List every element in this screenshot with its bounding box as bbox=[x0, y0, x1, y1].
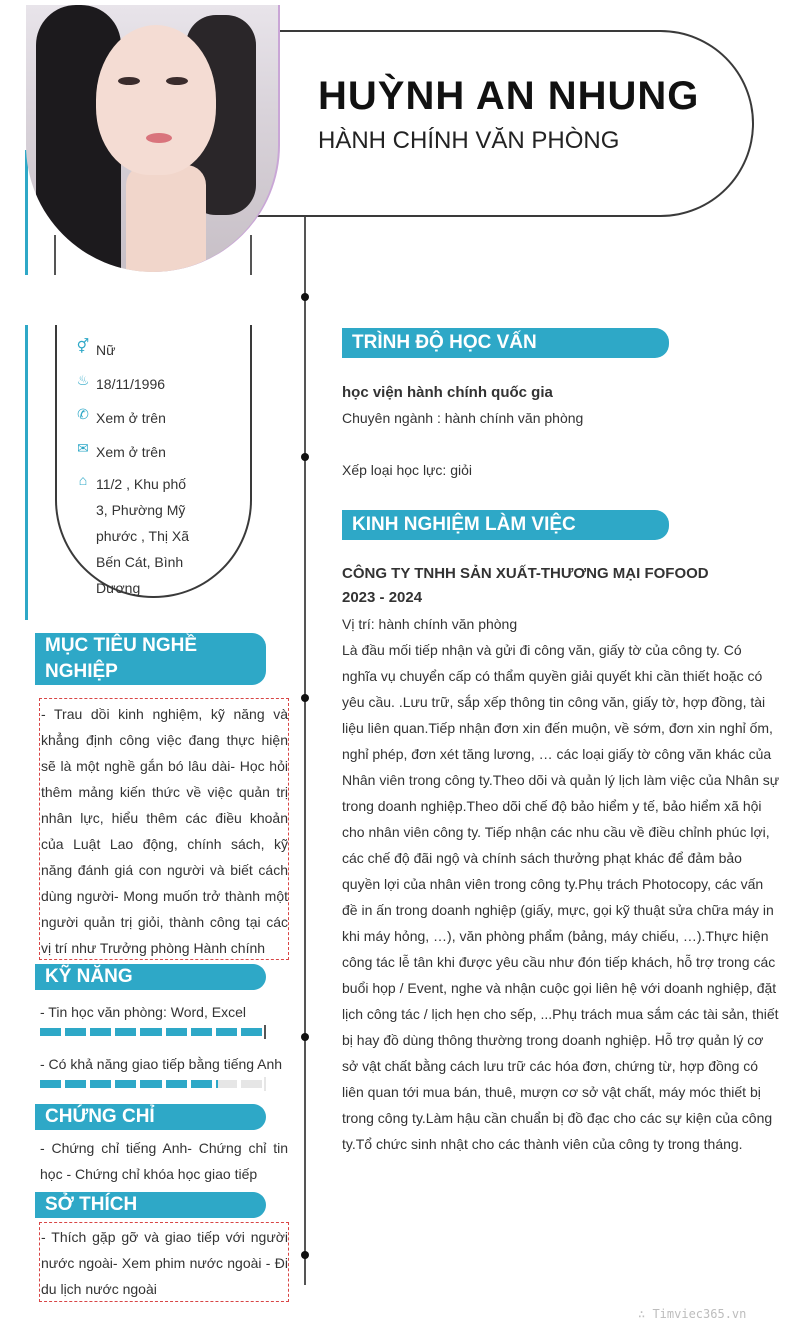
skill-bar-segment bbox=[140, 1028, 161, 1036]
skill-bar-end bbox=[264, 1077, 266, 1091]
profile-photo bbox=[26, 5, 280, 272]
objective-title: MỤC TIÊU NGHỀ NGHIỆP bbox=[35, 633, 266, 685]
certificates-text: - Chứng chỉ tiếng Anh- Chứng chỉ tin học - Chứng chỉ khóa học giao tiếp bbox=[40, 1140, 288, 1182]
accent-line bbox=[25, 325, 28, 620]
contact-text: Nữ bbox=[96, 342, 116, 358]
experience-position: Vị trí: hành chính văn phòng bbox=[342, 616, 518, 632]
contact-text: Xem ở trên bbox=[96, 410, 166, 426]
brand-watermark: ∴ Timviec365.vn bbox=[638, 1307, 747, 1321]
job-title: HÀNH CHÍNH VĂN PHÒNG bbox=[318, 127, 620, 154]
objective-box bbox=[39, 698, 289, 960]
contact-text: Xem ở trên bbox=[96, 444, 166, 460]
skill-bar-segment bbox=[65, 1028, 86, 1036]
skill-bar-segment bbox=[65, 1080, 86, 1088]
divider bbox=[54, 235, 56, 275]
header-frame bbox=[232, 30, 754, 217]
skill-bar-segment bbox=[40, 1080, 61, 1088]
hobbies-text: - Thích gặp gỡ và giao tiếp với người nước ngoài- Xem phim nước ngoài - Đi du lịch nước ngoài bbox=[41, 1229, 288, 1297]
skill-bar-segment bbox=[90, 1028, 111, 1036]
timeline-line bbox=[304, 217, 306, 1285]
skill-label: - Tin học văn phòng: Word, Excel bbox=[40, 1004, 246, 1020]
experience-period: 2023 - 2024 bbox=[342, 589, 423, 606]
home-icon: ⌂ bbox=[78, 472, 88, 488]
email-icon: ✉ bbox=[77, 440, 89, 456]
skill-bar-segment bbox=[241, 1028, 262, 1036]
skill-bar-segment bbox=[166, 1080, 187, 1088]
contact-text: 11/2 , Khu phố 3, Phường Mỹ phước , Thị Xã Bến Cát, Bình Dương bbox=[96, 476, 190, 596]
skill-bar-segment bbox=[40, 1028, 61, 1036]
birthday-cake-icon: ♨ bbox=[76, 372, 90, 388]
timeline-dot bbox=[301, 293, 309, 301]
hobbies-box bbox=[39, 1222, 289, 1302]
education-school: học viện hành chính quốc gia bbox=[342, 384, 553, 401]
timeline-dot bbox=[301, 453, 309, 461]
skills-title: KỸ NĂNG bbox=[35, 964, 266, 990]
gender-icon: ⚥ bbox=[76, 338, 90, 354]
certificates-title: CHỨNG CHỈ bbox=[35, 1104, 266, 1130]
whatsapp-icon: ✆ bbox=[77, 406, 89, 422]
timeline-dot bbox=[301, 694, 309, 702]
hobbies-title: SỞ THÍCH bbox=[35, 1192, 266, 1218]
skill-bar-segment bbox=[90, 1080, 111, 1088]
skill-label: - Có khả năng giao tiếp bằng tiếng Anh bbox=[40, 1056, 283, 1072]
skill-bar-segment bbox=[115, 1080, 136, 1088]
timeline-dot bbox=[301, 1251, 309, 1259]
skill-bar-segment bbox=[140, 1080, 161, 1088]
skill-bar-end bbox=[264, 1025, 266, 1039]
skill-bar-segment bbox=[166, 1028, 187, 1036]
education-grade: Xếp loại học lực: giỏi bbox=[342, 462, 472, 478]
skill-bar-segment bbox=[216, 1028, 237, 1036]
timeline-dot bbox=[301, 1033, 309, 1041]
skill-bar-segment bbox=[216, 1080, 237, 1088]
experience-title: KINH NGHIỆM LÀM VIỆC bbox=[342, 510, 669, 540]
skill-bar-segment bbox=[241, 1080, 262, 1088]
skill-bar bbox=[40, 1028, 266, 1036]
contact-text: 18/11/1996 bbox=[96, 376, 166, 392]
skill-bar-segment bbox=[191, 1080, 212, 1088]
divider bbox=[250, 235, 252, 275]
objective-text: - Trau dồi kinh nghiệm, kỹ năng và khẳng định công việc đang thực hiện sẽ là một nghề gắn bó lâu dài- Học hỏi thêm mảng kiến thức về việc quản trị nhân lực, hiểu thêm các điều khoản của Luật Lao động, chính sách, kỹ năng đánh giá con người và biết cách dùng người- Mong muốn trở thành một người quản trị giỏi, thành công tại các vị trí như Trưởng phòng Hành chính bbox=[41, 706, 288, 956]
experience-description: Là đầu mối tiếp nhận và gửi đi công văn, giấy tờ của công ty. Có nghĩa vụ chuyển cấp có thẩm quyền giải quyết khi cần thiết hoặc có yêu cầu. .Lưu trữ, sắp xếp thông tin công văn, giấy tờ, hợp đồng, tài liệu liên quan.Tiếp nhận đơn xin đến muộn, về sớm, đơn xin nghỉ ốm, nghỉ phép, đơn xét tăng lương, … các loại giấy tờ công văn khác của Nhân viên trong công ty.Theo dõi và quản lý lịch làm việc của Nhân sự trong doanh nghiệp.Theo dõi chế độ bảo hiểm y tế, bảo hiểm xã hội cho nhân viên công ty. Tiếp nhận các nhu cầu về điều chỉnh phúc lợi, các chế độ đãi ngộ và chính sách thưởng phạt khác để đảm bảo quyền lợi của nhân viên trong công ty.Phụ trách Photocopy, các vấn đề in ấn trong doanh nghiệp (giấy, mực, gọi kỹ thuật sửa chữa máy in khi máy hỏng, …), văn phòng phẩm (bảng, máy chiếu, …).Thực hiện công tác lễ tân khi được yêu cầu như đón tiếp khách, hỗ trợ trong các buổi họp / Event, nghe và nhận cuộc gọi liên hệ với doanh nghiệp, đặt lịch công tác / lịch hẹn cho sếp, ...Phụ trách mua sắm các tài sản, thiết bị hay đồ dùng thông thường trong doanh nghiệp. Hỗ trợ quản lý cơ sở vật chất bằng cách lưu trữ các hóa đơn, chứng từ, hợp đồng có liên quan tới mua bán, thuê, mượn cơ sở vật chất, máy móc thiết bị trong công ty.Làm hậu cần chuẩn bị đồ đạc cho các sự kiện của công ty.Tổ chức sinh nhật cho các thành viên của công ty trong tháng. bbox=[342, 642, 780, 1152]
education-major: Chuyên ngành : hành chính văn phòng bbox=[342, 410, 584, 426]
skill-bar-segment bbox=[115, 1028, 136, 1036]
candidate-name: HUỲNH AN NHUNG bbox=[318, 74, 700, 118]
skill-bar bbox=[40, 1080, 266, 1088]
certificates-box bbox=[40, 1135, 288, 1187]
experience-company: CÔNG TY TNHH SẢN XUẤT-THƯƠNG MẠI FOFOOD bbox=[342, 565, 709, 582]
education-title: TRÌNH ĐỘ HỌC VẤN bbox=[342, 328, 669, 358]
skill-bar-segment bbox=[191, 1028, 212, 1036]
